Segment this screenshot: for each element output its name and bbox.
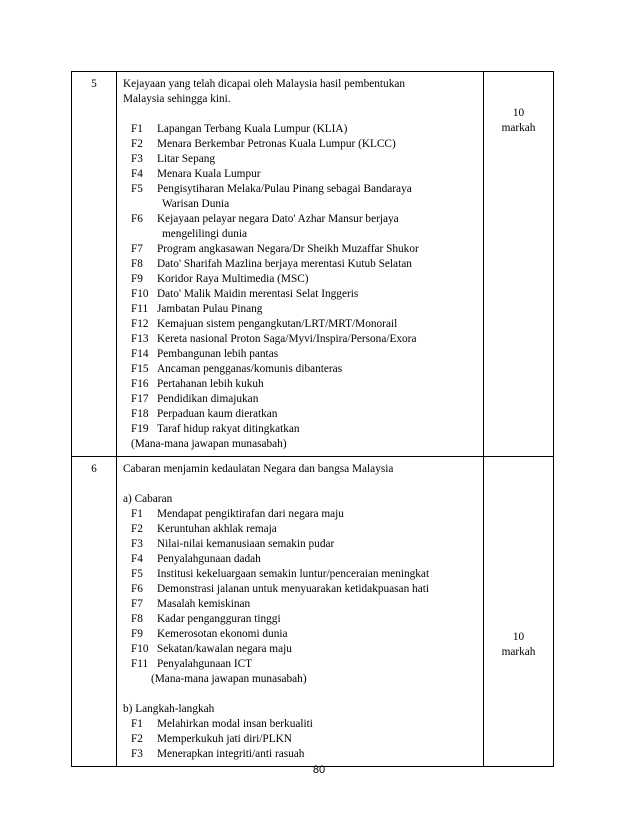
item-text: Menerapkan integriti/anti rasuah — [157, 748, 305, 760]
marks-cell — [484, 72, 554, 457]
item-text: Nilai-nilai kemanusiaan semakin pudar — [157, 538, 335, 550]
answer-item — [123, 287, 479, 302]
answer-item — [123, 122, 479, 137]
question-number: 6 — [72, 457, 117, 767]
item-text: Program angkasawan Negara/Dr Sheikh Muzaffar Shukor — [157, 243, 419, 255]
answer-item — [123, 272, 479, 287]
marks-value: 10 — [512, 631, 525, 643]
item-code: F10 — [131, 288, 149, 300]
item-text: Melahirkan modal insan berkualiti — [157, 718, 313, 730]
item-text: Dato' Malik Maidin merentasi Selat Inggeris — [157, 288, 359, 300]
item-text: Kemerosotan ekonomi dunia — [157, 628, 288, 640]
answer-item — [123, 212, 479, 227]
answer-item — [123, 407, 479, 422]
item-text: Penyalahgunaan ICT — [157, 658, 253, 670]
question-title-line: Cabaran menjamin kedaulatan Negara dan bangsa Malaysia — [123, 463, 394, 475]
answer-item — [123, 597, 479, 612]
item-code: F8 — [131, 613, 143, 625]
answer-item — [123, 242, 479, 257]
section-heading-langkah: b) Langkah-langkah — [123, 703, 215, 715]
item-text: Perpaduan kaum dieratkan — [157, 408, 278, 420]
marks-label: markah — [501, 646, 536, 658]
item-text: Pendidikan dimajukan — [157, 393, 259, 405]
question-title-line: Malaysia sehingga kini. — [123, 93, 231, 105]
answer-item — [123, 332, 479, 347]
item-code: F8 — [131, 258, 143, 270]
item-text: Litar Sepang — [157, 153, 216, 165]
answer-item — [123, 422, 479, 437]
item-text: Koridor Raya Multimedia (MSC) — [157, 273, 309, 285]
item-code: F13 — [131, 333, 149, 345]
item-code: F4 — [131, 553, 143, 565]
answer-item — [123, 152, 479, 167]
item-text: Menara Kuala Lumpur — [157, 168, 261, 180]
question-title-line: Kejayaan yang telah dicapai oleh Malaysia hasil pembentukan — [123, 78, 406, 90]
item-text: Dato' Sharifah Mazlina berjaya merentasi Kutub Selatan — [157, 258, 412, 270]
item-code: F7 — [131, 243, 143, 255]
item-code: F10 — [131, 643, 149, 655]
item-code: F1 — [131, 123, 143, 135]
item-code: F12 — [131, 318, 149, 330]
answer-item — [123, 182, 479, 197]
item-code: F9 — [131, 273, 143, 285]
answer-item — [123, 552, 479, 567]
item-code: F3 — [131, 153, 143, 165]
item-text: Ancaman pengganas/komunis dibanteras — [157, 363, 343, 375]
answer-item — [123, 137, 479, 152]
item-text: Taraf hidup rakyat ditingkatkan — [157, 423, 300, 435]
marks-value: 10 — [512, 107, 525, 119]
item-text: Kadar pengangguran tinggi — [157, 613, 281, 625]
answer-note: (Mana-mana jawapan munasabah) — [131, 438, 287, 450]
marks-label: markah — [501, 122, 536, 134]
answer-item — [123, 347, 479, 362]
item-text-continued: Warisan Dunia — [162, 198, 230, 210]
item-code: F1 — [131, 718, 143, 730]
answer-item — [123, 257, 479, 272]
item-text: Menara Berkembar Petronas Kuala Lumpur (KLCC) — [157, 138, 396, 150]
item-text: Lapangan Terbang Kuala Lumpur (KLIA) — [157, 123, 348, 135]
item-code: F16 — [131, 378, 149, 390]
item-code: F1 — [131, 508, 143, 520]
item-code: F2 — [131, 523, 143, 535]
item-code: F11 — [131, 658, 149, 670]
page-number: 80 — [312, 764, 326, 776]
item-code: F6 — [131, 583, 143, 595]
answer-item — [123, 377, 479, 392]
answer-note: (Mana-mana jawapan munasabah) — [151, 673, 307, 685]
answer-item — [123, 567, 479, 582]
item-code: F3 — [131, 538, 143, 550]
item-text: Penyalahgunaan dadah — [157, 553, 261, 565]
item-text: Kejayaan pelayar negara Dato' Azhar Mansur berjaya — [157, 213, 399, 225]
item-text: Institusi kekeluargaan semakin luntur/penceraian meningkat — [157, 568, 430, 580]
answer-item — [123, 522, 479, 537]
answer-item-list — [123, 507, 479, 672]
item-code: F2 — [131, 733, 143, 745]
item-text: Pembangunan lebih pantas — [157, 348, 279, 360]
item-code: F18 — [131, 408, 149, 420]
marking-scheme-table — [71, 71, 554, 767]
answer-item — [123, 612, 479, 627]
item-text: Memperkukuh jati diri/PLKN — [157, 733, 292, 745]
answer-item — [123, 362, 479, 377]
item-text: Pertahanan lebih kukuh — [157, 378, 264, 390]
marks-cell — [484, 457, 554, 767]
answer-item — [123, 302, 479, 317]
item-text: Demonstrasi jalanan untuk menyuarakan ketidakpuasan hati — [157, 583, 429, 595]
item-code: F11 — [131, 303, 149, 315]
item-text: Kereta nasional Proton Saga/Myvi/Inspira/Persona/Exora — [157, 333, 417, 345]
answer-item — [123, 717, 479, 732]
answer-item — [123, 747, 479, 762]
item-code: F3 — [131, 748, 143, 760]
answer-item-list — [123, 122, 479, 437]
section-heading-cabaran: a) Cabaran — [123, 493, 173, 505]
item-text-continued: mengelilingi dunia — [162, 228, 248, 240]
question-row-6 — [72, 457, 554, 767]
item-code: F2 — [131, 138, 143, 150]
item-text: Keruntuhan akhlak remaja — [157, 523, 277, 535]
answer-content — [117, 72, 484, 457]
item-code: F5 — [131, 568, 143, 580]
answer-item — [123, 657, 479, 672]
item-code: F19 — [131, 423, 149, 435]
item-code: F9 — [131, 628, 143, 640]
item-text: Jambatan Pulau Pinang — [157, 303, 263, 315]
answer-item — [123, 507, 479, 522]
item-code: F17 — [131, 393, 149, 405]
answer-item-list — [123, 717, 479, 762]
item-code: F15 — [131, 363, 149, 375]
question-row-5 — [72, 72, 554, 457]
item-code: F5 — [131, 183, 143, 195]
item-code: F14 — [131, 348, 149, 360]
answer-item — [123, 537, 479, 552]
answer-item — [123, 642, 479, 657]
item-code: F4 — [131, 168, 143, 180]
item-text: Sekatan/kawalan negara maju — [157, 643, 292, 655]
question-number: 5 — [72, 72, 117, 457]
answer-item — [123, 317, 479, 332]
item-code: F7 — [131, 598, 143, 610]
answer-item — [123, 627, 479, 642]
answer-content — [117, 457, 484, 767]
item-text: Mendapat pengiktirafan dari negara maju — [157, 508, 344, 520]
item-text: Pengisytiharan Melaka/Pulau Pinang sebagai Bandaraya — [157, 183, 412, 195]
answer-item — [123, 732, 479, 747]
item-code: F6 — [131, 213, 143, 225]
answer-item — [123, 392, 479, 407]
answer-item — [123, 582, 479, 597]
item-text: Kemajuan sistem pengangkutan/LRT/MRT/Monorail — [157, 318, 398, 330]
item-text: Masalah kemiskinan — [157, 598, 251, 610]
answer-item — [123, 167, 479, 182]
